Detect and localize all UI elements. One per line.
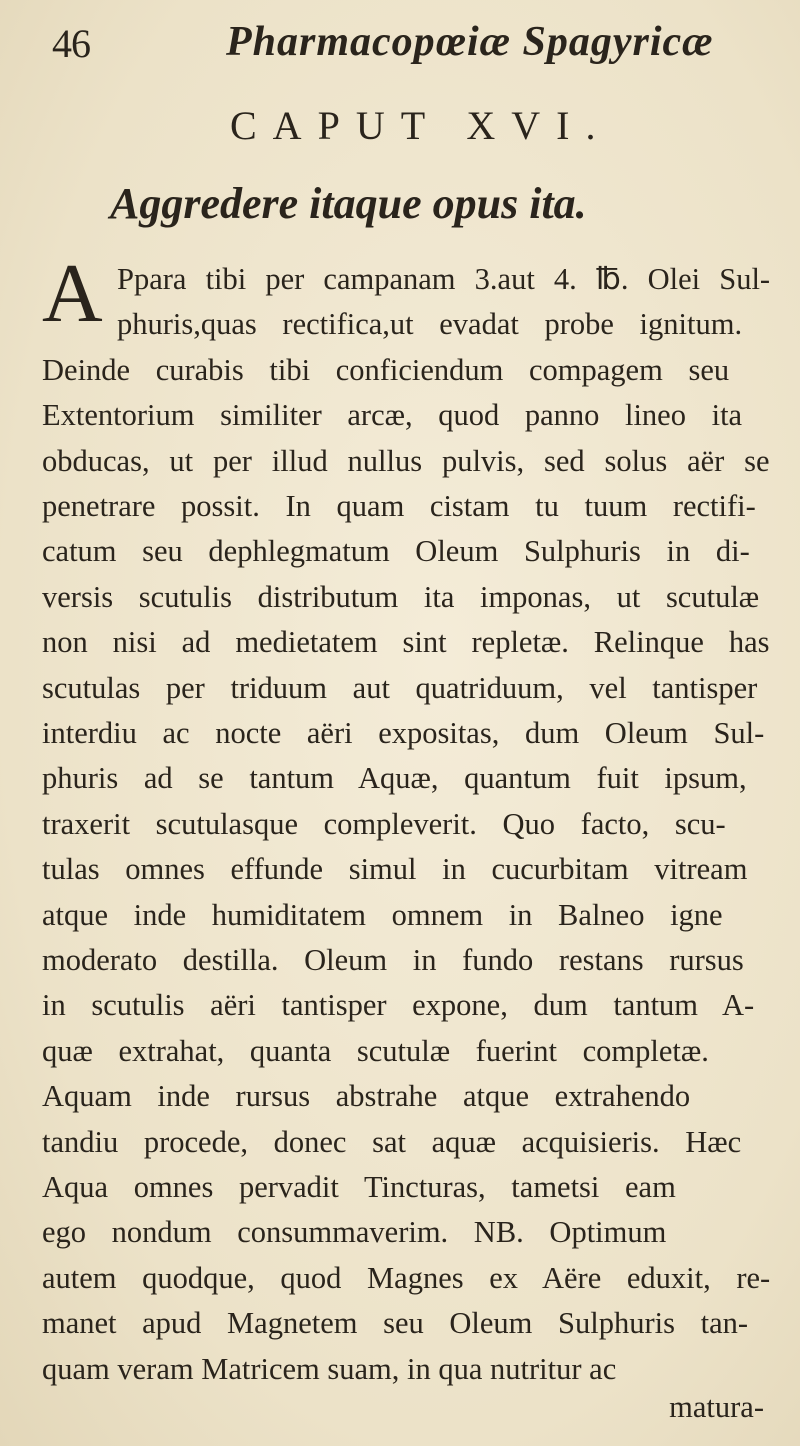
text-line: atque inde humiditatem omnem in Balneo igne xyxy=(42,897,723,932)
text-line: non nisi ad medietatem sint repletæ. Relinque has xyxy=(42,625,770,660)
text-line: phuris,quas rectifica,ut evadat probe ignitum. xyxy=(117,307,743,342)
chapter-subtitle: Aggredere itaque opus ita. xyxy=(110,179,587,228)
text-line: obducas, ut per illud nullus pulvis, sed solus aër se xyxy=(42,443,770,478)
running-title: Pharmacopœiæ Spagyricæ xyxy=(226,19,714,65)
text-line: Aqua omnes pervadit Tincturas, tametsi eam xyxy=(42,1170,676,1204)
catchword: matura- xyxy=(669,1390,764,1424)
text-line: versis scutulis distributum ita imponas, ut scutulæ xyxy=(42,579,760,614)
text-line: ego nondum consummaverim. NB. Optimum xyxy=(42,1215,667,1250)
page-number: 46 xyxy=(52,21,90,66)
text-line: Deinde curabis tibi conficiendum compagem seu xyxy=(42,352,730,387)
page-header xyxy=(0,14,800,74)
text-line: in scutulis aëri tantisper expone, dum tantum A- xyxy=(42,988,755,1023)
text-line: traxerit scutulasque compleverit. Quo facto, scu- xyxy=(42,806,726,841)
text-line: tulas omnes effunde simul in cucurbitam vitream xyxy=(42,852,748,887)
text-line: quam veram Matricem suam, in qua nutritur ac xyxy=(42,1351,617,1386)
text-line: Aquam inde rursus abstrahe atque extrahendo xyxy=(42,1079,691,1114)
drop-cap: A xyxy=(42,247,103,340)
text-line: penetrare possit. In quam cistam tu tuum rectifi- xyxy=(42,489,756,523)
text-line: Ppara tibi per campanam 3.aut 4. ℔. Olei Sul- xyxy=(117,262,771,296)
text-line: moderato destilla. Oleum in fundo restans rursus xyxy=(42,943,744,977)
text-line: tandiu procede, donec sat aquæ acquisieris. Hæc xyxy=(42,1124,742,1159)
text-line: manet apud Magnetem seu Oleum Sulphuris tan- xyxy=(42,1306,749,1341)
text-line: catum seu dephlegmatum Oleum Sulphuris in di- xyxy=(42,534,750,569)
text-line: phuris ad se tantum Aquæ, quantum fuit ipsum, xyxy=(42,761,747,796)
text-line: Extentorium similiter arcæ, quod panno lineo ita xyxy=(42,398,743,433)
text-line: interdiu ac nocte aëri expositas, dum Oleum Sul- xyxy=(42,716,765,750)
text-line: autem quodque, quod Magnes ex Aëre eduxit, re- xyxy=(42,1260,771,1295)
text-line: scutulas per triduum aut quatriduum, vel tantisper xyxy=(42,670,758,705)
text-line: quæ extrahat, quanta scutulæ fuerint completæ. xyxy=(42,1033,709,1068)
chapter-title: CAPUT XVI. xyxy=(230,103,612,148)
